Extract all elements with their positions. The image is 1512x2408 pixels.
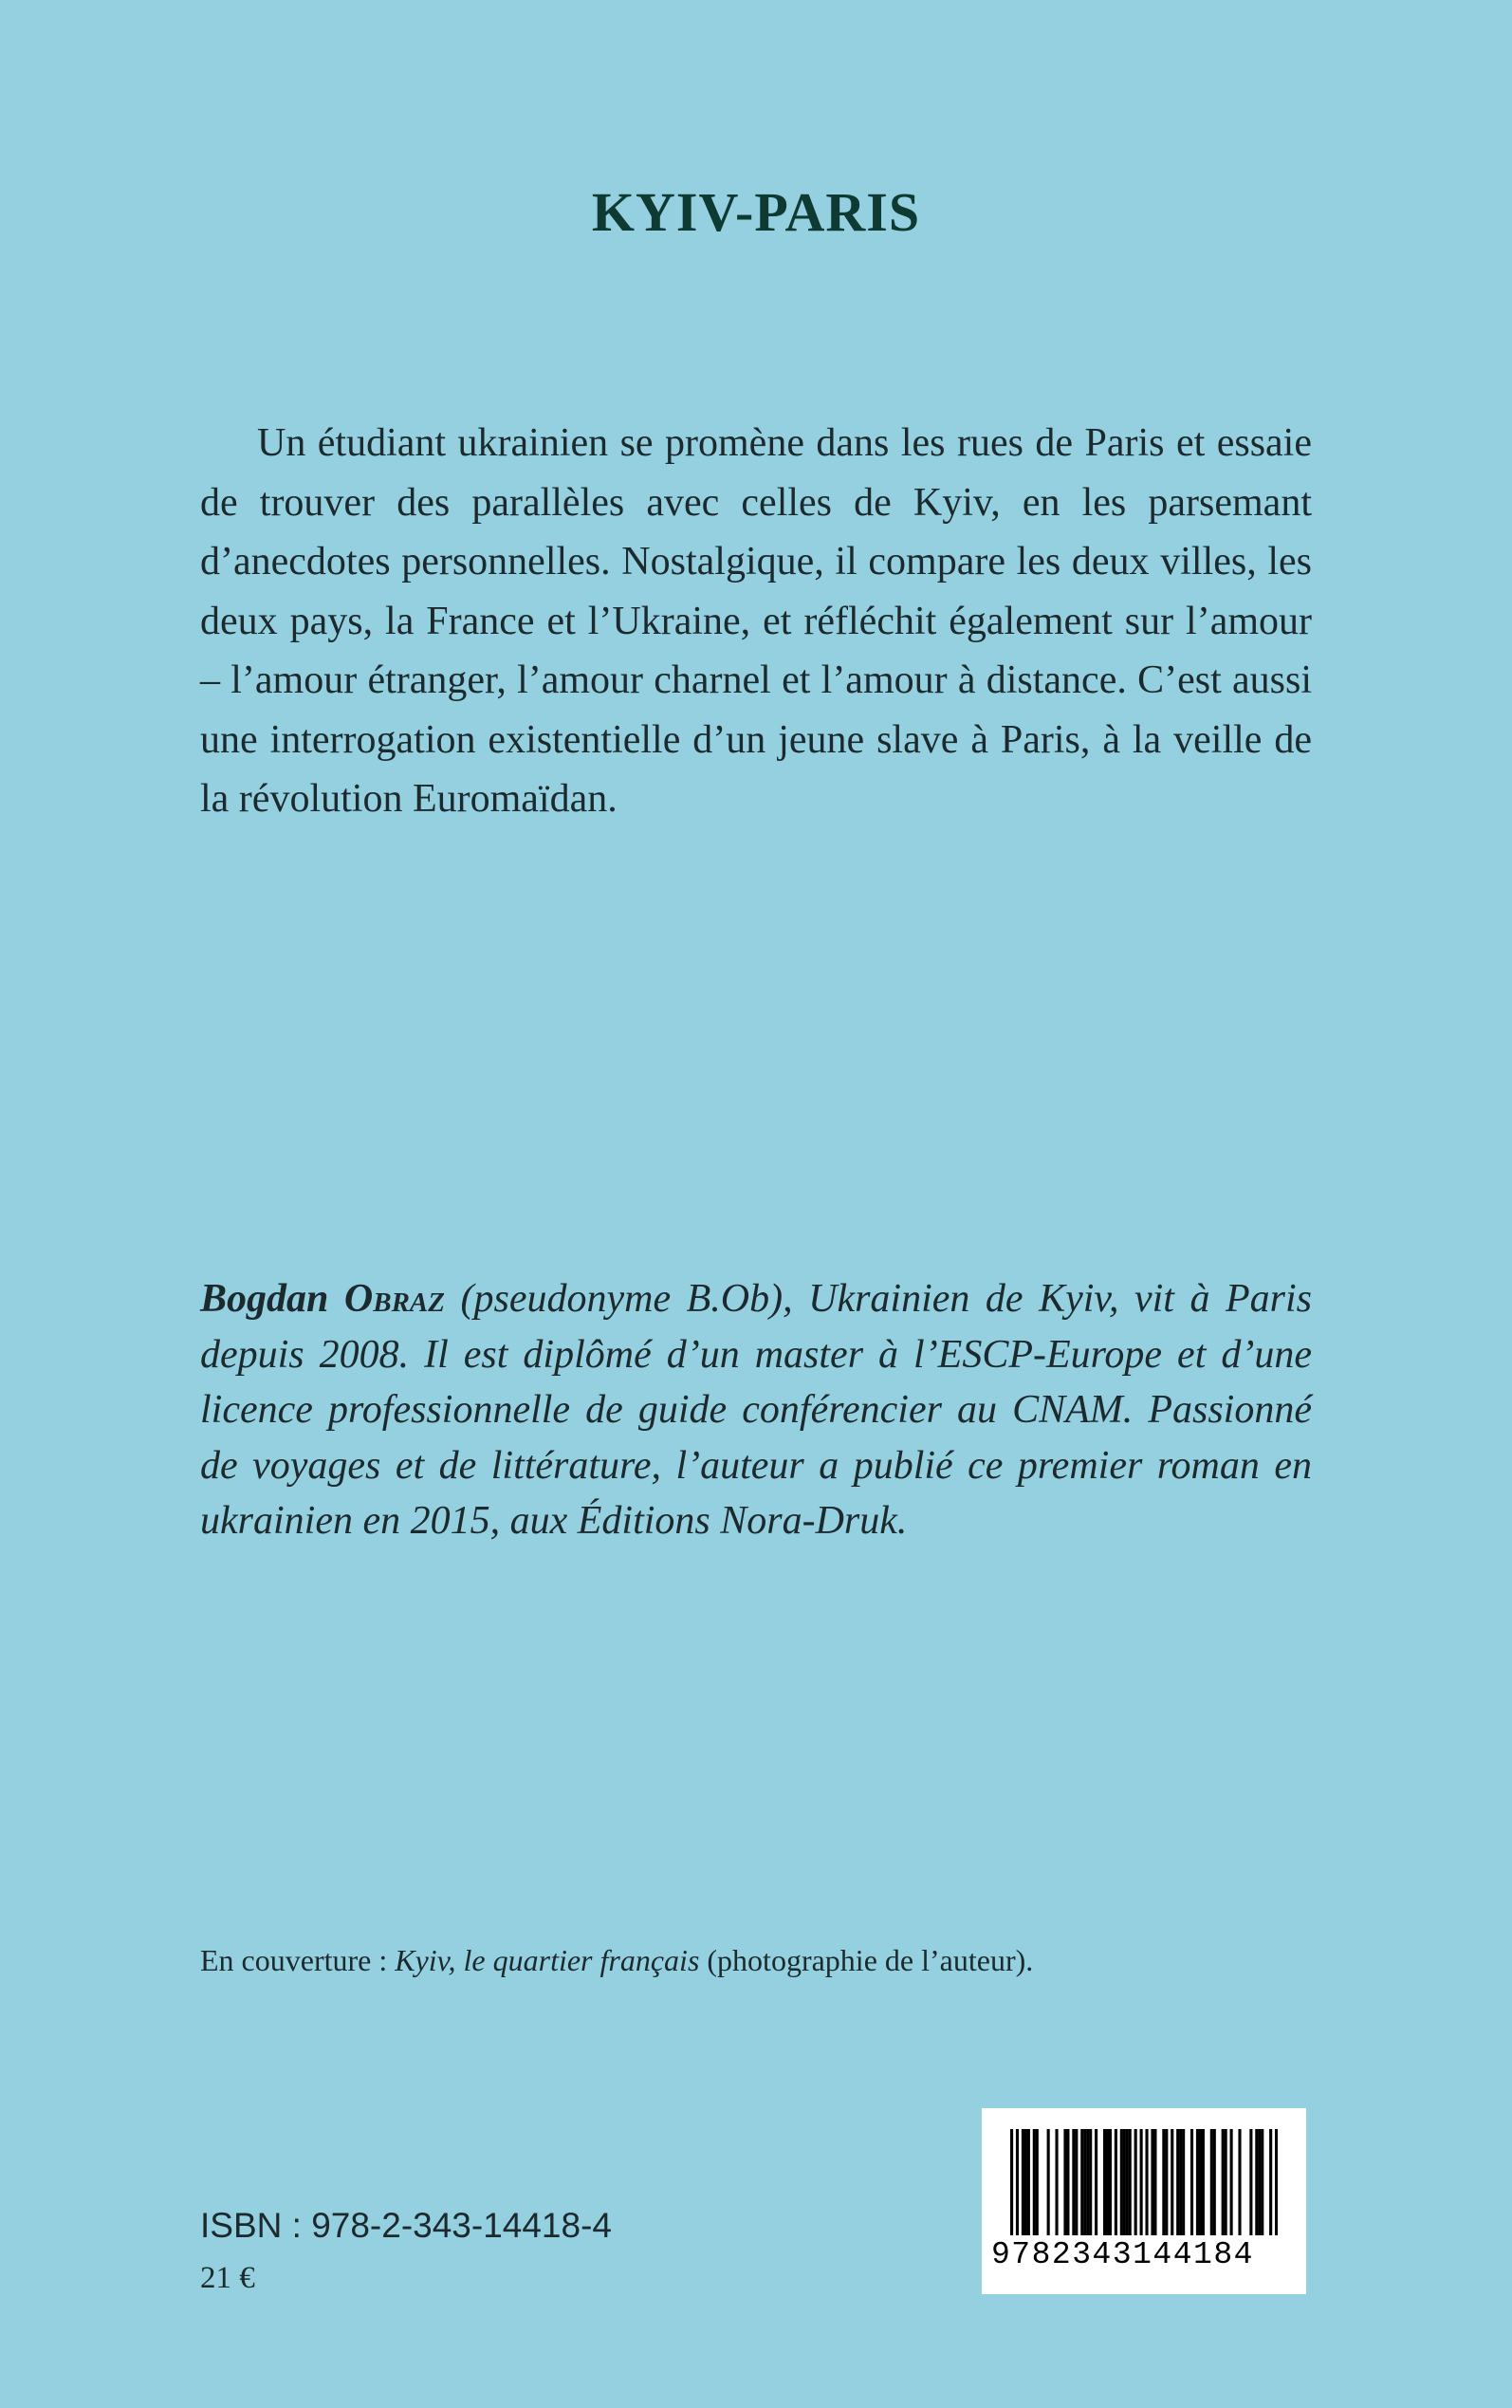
price-label: 21 € xyxy=(200,2261,255,2295)
barcode-bar xyxy=(1066,2129,1069,2235)
barcode-bar xyxy=(1213,2129,1216,2235)
barcode-bar xyxy=(1055,2129,1058,2235)
barcode-bar xyxy=(1120,2129,1123,2235)
barcode-bar xyxy=(1072,2129,1075,2235)
barcode-bar xyxy=(1075,2129,1078,2235)
barcode-bar xyxy=(1225,2129,1227,2235)
barcode-bar xyxy=(1022,2129,1024,2235)
barcode-bar xyxy=(1016,2129,1019,2235)
barcode-bars xyxy=(1010,2129,1278,2235)
cover-credit xyxy=(200,1941,1033,1979)
barcode-bar xyxy=(1036,2129,1039,2235)
author-bio xyxy=(200,1271,1312,1549)
barcode-bar xyxy=(1151,2129,1153,2235)
barcode-bar xyxy=(1047,2129,1050,2235)
barcode-bar xyxy=(1176,2129,1179,2235)
barcode-bar xyxy=(1202,2129,1205,2235)
barcode-bar xyxy=(1103,2129,1106,2235)
barcode-bar xyxy=(1027,2129,1030,2235)
barcode-bar xyxy=(1196,2129,1199,2235)
barcode-bar xyxy=(1162,2129,1165,2235)
barcode-bar xyxy=(1086,2129,1089,2235)
barcode-bar xyxy=(1171,2129,1173,2235)
barcode-bar xyxy=(1123,2129,1126,2235)
barcode-bar xyxy=(1115,2129,1117,2235)
barcode-bar xyxy=(1269,2129,1272,2235)
barcode-bar xyxy=(1179,2129,1182,2235)
barcode-bar xyxy=(1182,2129,1185,2235)
barcode-bar xyxy=(1129,2129,1132,2235)
barcode-bar xyxy=(1080,2129,1083,2235)
author-last-name: Obraz xyxy=(343,1277,445,1321)
barcode-bar xyxy=(1010,2129,1013,2235)
barcode-bar xyxy=(1145,2129,1148,2235)
barcode-bar xyxy=(1140,2129,1143,2235)
barcode-bar xyxy=(1258,2129,1261,2235)
barcode-bar xyxy=(1165,2129,1168,2235)
barcode-bar xyxy=(1199,2129,1202,2235)
barcode-bar xyxy=(1033,2129,1036,2235)
barcode-bar xyxy=(1024,2129,1027,2235)
barcode-bar xyxy=(1275,2129,1278,2235)
barcode-bar xyxy=(1238,2129,1241,2235)
barcode-bar xyxy=(1126,2129,1129,2235)
barcode-bar xyxy=(1083,2129,1086,2235)
barcode-bar xyxy=(1190,2129,1193,2235)
barcode-bar xyxy=(1095,2129,1097,2235)
barcode-bar xyxy=(1249,2129,1252,2235)
barcode-bar xyxy=(1063,2129,1066,2235)
barcode-bar xyxy=(1134,2129,1137,2235)
barcode-bar xyxy=(1153,2129,1156,2235)
barcode-bar xyxy=(1261,2129,1263,2235)
author-bio-text: (pseudonyme B.Ob), Ukrainien de Kyiv, vit à Paris depuis 2008. Il est diplômé d’un master à l’ESCP-Europe et d’une licence professionnelle de guide conférencier au CNAM. Passionné de voyages et de littérature, l’auteur a publié ce premier roman en ukrainien en 2015, aux Éditions Nora-Druk. xyxy=(200,1277,1313,1543)
cover-credit-suffix: (photographie de l’auteur). xyxy=(699,1943,1034,1977)
barcode-bar xyxy=(1222,2129,1225,2235)
book-blurb: Un étudiant ukrainien se promène dans les rues de Paris et essaie de trouver des parallèles avec celles de Kyiv, en les parsemant d’anecdotes personnelles. Nostalgique, il compare les deux villes, les deux pays, la France et l’Ukraine, et réfléchit également sur l’amour – l’amour étranger, l’amour charnel et l’amour à distance. C’est aussi une interrogation existentielle d’un jeune slave à Paris, à la veille de la révolution Euromaïdan. xyxy=(200,421,1312,821)
barcode-bar xyxy=(1210,2129,1213,2235)
book-title: KYIV-PARIS xyxy=(591,181,921,243)
cover-credit-prefix: En couverture : xyxy=(200,1943,396,1977)
barcode-bar xyxy=(1230,2129,1233,2235)
isbn-number: ISBN : 978-2-343-14418-4 xyxy=(200,2206,612,2245)
barcode xyxy=(982,2108,1306,2294)
barcode-bar xyxy=(1109,2129,1112,2235)
barcode-bar xyxy=(1255,2129,1258,2235)
cover-credit-title: Kyiv, le quartier français xyxy=(395,1943,700,1977)
barcode-bar xyxy=(1106,2129,1109,2235)
author-first-name: Bogdan xyxy=(200,1277,329,1321)
barcode-bar xyxy=(1089,2129,1092,2235)
barcode-digits: 9782343144184 xyxy=(991,2237,1254,2272)
